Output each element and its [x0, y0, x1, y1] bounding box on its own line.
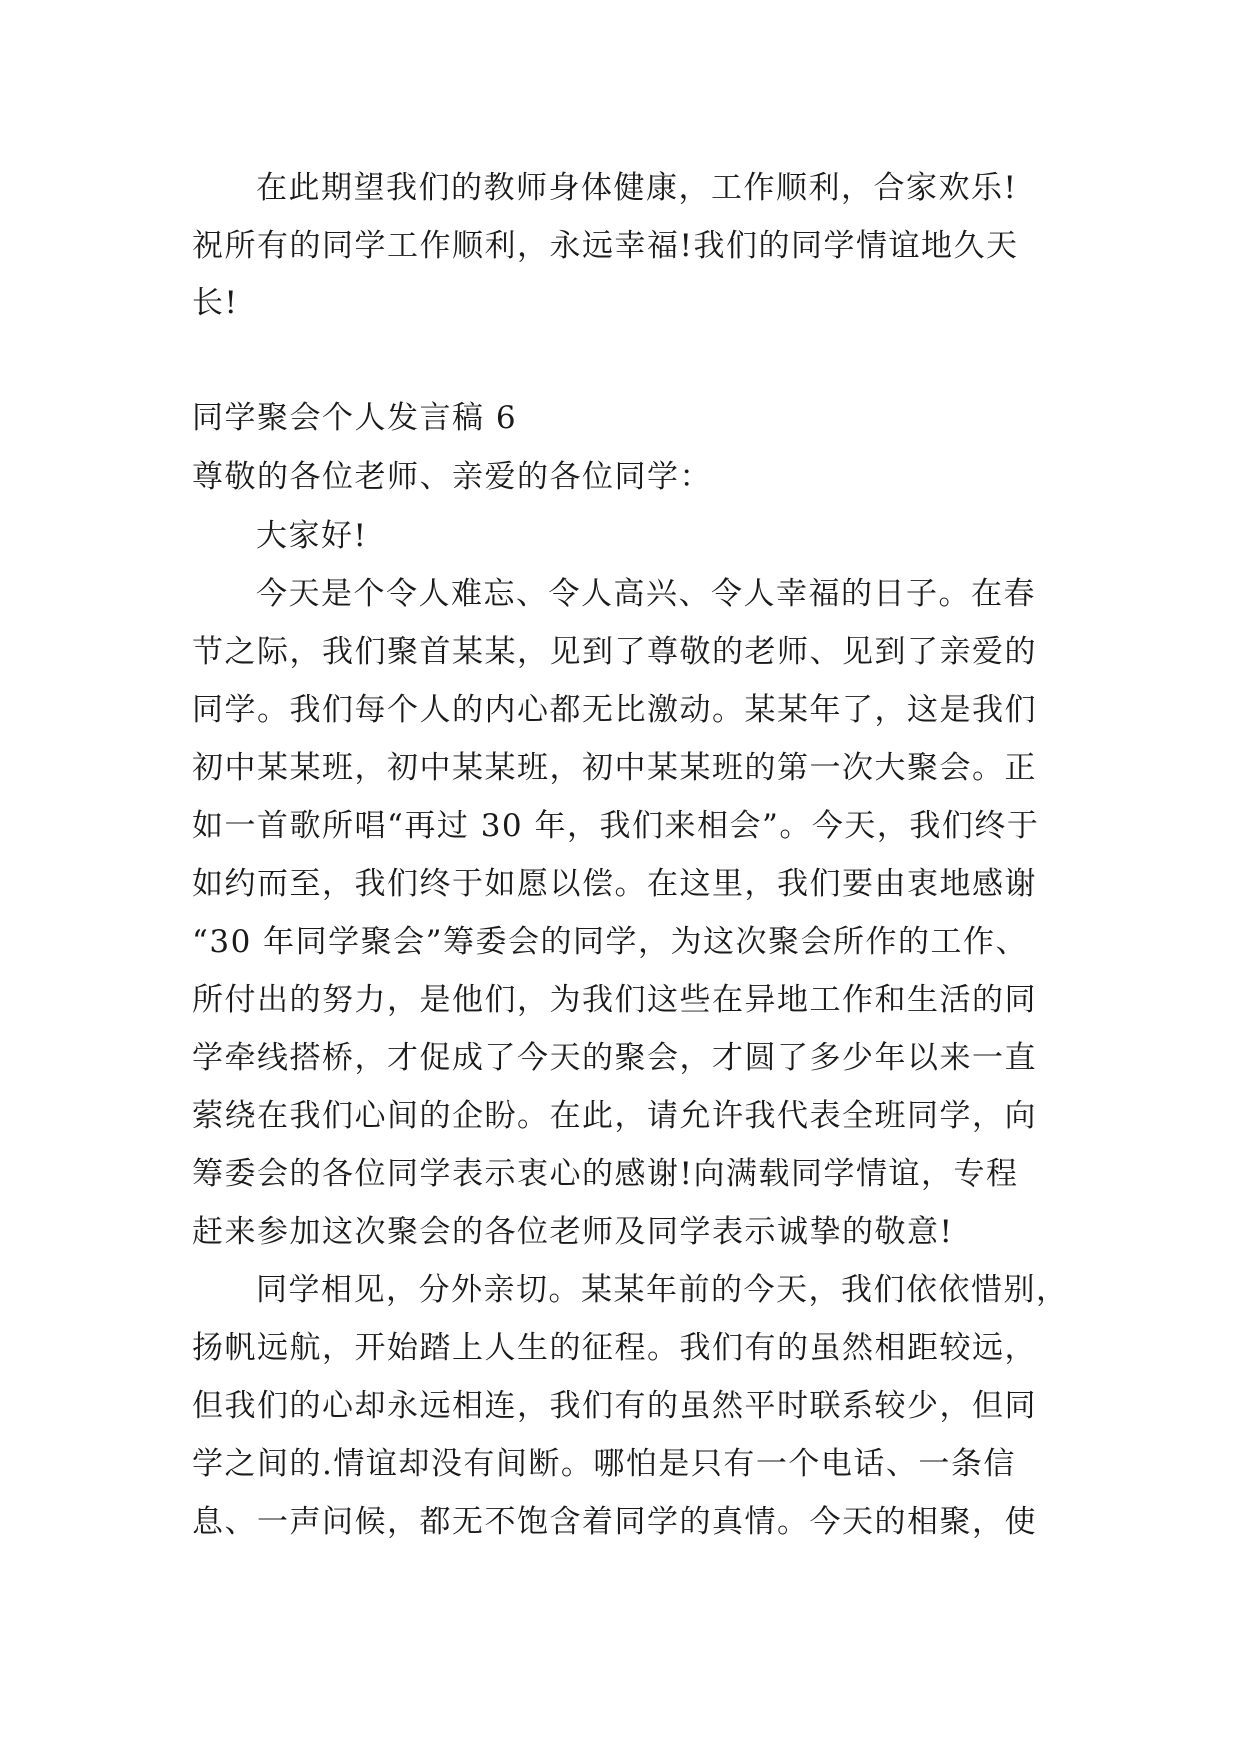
text-line: 如约而至，我们终于如愿以偿。在这里，我们要由衷地感谢: [192, 866, 1037, 902]
text-line: 筹委会的各位同学表示衷心的感谢!向满载同学情谊，专程: [192, 1156, 1019, 1192]
text-line: 在此期望我们的教师身体健康，工作顺利，合家欢乐!: [256, 170, 1018, 206]
text-line: 祝所有的同学工作顺利，永远幸福!我们的同学情谊地久天: [192, 228, 1019, 264]
text-line: 所付出的努力，是他们，为我们这些在异地工作和生活的同: [192, 982, 1037, 1018]
text-line: 长!: [192, 285, 239, 321]
text-line: 今天是个令人难忘、令人高兴、令人幸福的日子。在春: [256, 576, 1036, 612]
text-line: 息、一声问候，都无不饱含着同学的真情。今天的相聚，使: [192, 1504, 1037, 1540]
text-line: 萦绕在我们心间的企盼。在此，请允许我代表全班同学，向: [192, 1098, 1037, 1134]
text-line: 学牵线搭桥，才促成了今天的聚会，才圆了多少年以来一直: [192, 1040, 1037, 1076]
text-line: 扬帆远航，开始踏上人生的征程。我们有的虽然相距较远，: [192, 1330, 1037, 1366]
section-heading: 同学聚会个人发言稿 6: [192, 400, 518, 436]
text-line: 但我们的心却永远相连，我们有的虽然平时联系较少，但同: [192, 1388, 1037, 1424]
text-line: 如一首歌所唱“再过 30 年，我们来相会”。今天，我们终于: [192, 808, 1040, 844]
text-line: “30 年同学聚会”筹委会的同学，为这次聚会所作的工作、: [192, 924, 1028, 960]
text-line: 同学相见，分外亲切。某某年前的今天，我们依依惜别，: [256, 1272, 1069, 1308]
text-line: 初中某某班，初中某某班，初中某某班的第一次大聚会。正: [192, 750, 1037, 786]
greeting: 大家好!: [256, 518, 368, 554]
text-line: 节之际，我们聚首某某，见到了尊敬的老师、见到了亲爱的: [192, 634, 1037, 670]
text-line: 学之间的.情谊却没有间断。哪怕是只有一个电话、一条信: [192, 1446, 1016, 1482]
text-line: 同学。我们每个人的内心都无比激动。某某年了，这是我们: [192, 692, 1037, 728]
salutation: 尊敬的各位老师、亲爱的各位同学：: [192, 459, 712, 495]
text-line: 赶来参加这次聚会的各位老师及同学表示诚挚的敬意!: [192, 1214, 954, 1250]
